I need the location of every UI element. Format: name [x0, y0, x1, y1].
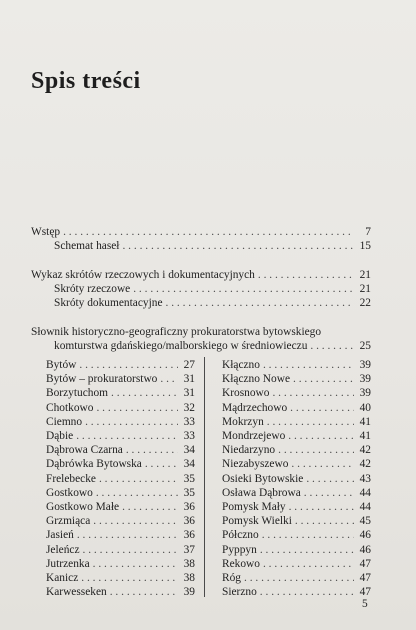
leader-dots: [291, 457, 354, 471]
leader-dots: [263, 557, 354, 571]
leader-dots: [272, 386, 354, 400]
toc-entry-label: Bytów: [46, 359, 77, 371]
toc-index-entry: [46, 514, 195, 528]
toc-entry-page: 36: [183, 515, 195, 528]
toc-entry-page: 40: [359, 401, 371, 414]
toc-index-entry: [222, 528, 371, 542]
toc-index-entry: [222, 457, 371, 471]
leader-dots: [93, 557, 178, 571]
toc-entry-label: Sierzno: [222, 586, 257, 599]
toc-entry-label: Jasień: [46, 529, 74, 542]
toc-entry-label: Kłączno Nowe: [222, 373, 290, 386]
toc-entry-page: 21: [359, 283, 371, 295]
toc-index-entry: [46, 386, 195, 400]
toc-index-entry: [222, 386, 371, 400]
toc-index-entry: [46, 443, 195, 457]
toc-entry-label: Pomysk Mały: [222, 501, 286, 513]
leader-dots: [85, 415, 178, 429]
toc-entry-label: Frelebecke: [46, 472, 96, 485]
toc-entry-page: 41: [359, 430, 371, 442]
toc-entry-page: 39: [183, 586, 195, 599]
toc-index-entry: [222, 500, 371, 514]
toc-index-entry: [46, 358, 195, 372]
leader-dots: [76, 429, 178, 443]
toc-entry-label: Jutrzenka: [46, 557, 90, 570]
toc-entry-page: 35: [183, 472, 195, 485]
toc-entry-page: 21: [359, 269, 371, 281]
toc-entry-label: Ciemno: [46, 415, 83, 428]
toc-index-entry: [222, 557, 371, 571]
toc-entry-label: Kanicz: [46, 572, 79, 584]
toc-entry-page: 15: [359, 240, 371, 252]
toc-entry-page: 39: [359, 387, 371, 400]
toc-entry-page: 47: [359, 572, 371, 584]
toc-entry-page: 47: [359, 557, 371, 570]
toc-index-entry: [222, 571, 371, 585]
toc-entry-label: Mokrzyn: [222, 415, 264, 428]
leader-dots: [304, 486, 354, 500]
leader-dots: [244, 571, 354, 585]
toc-entry-page: 46: [359, 529, 371, 542]
leader-dots: [77, 528, 178, 542]
toc-entry-skroty-dok: [54, 296, 371, 310]
leader-dots: [63, 225, 354, 239]
toc-entry-wstep: [31, 225, 371, 239]
toc-entry-page: 39: [359, 373, 371, 386]
toc-entry-label: komturstwa gdańskiego/malborskiego w średniowieczu: [54, 340, 308, 352]
toc-entry-page: 37: [183, 543, 195, 556]
leader-dots: [166, 296, 354, 310]
toc-entry-page: 39: [359, 359, 371, 371]
toc-entry-page: 42: [359, 458, 371, 471]
toc-entry-page: 35: [183, 486, 195, 499]
column-divider: [204, 357, 205, 597]
leader-dots: [122, 239, 354, 253]
toc-entry-page: 47: [359, 586, 371, 599]
toc-index-entry: [46, 543, 195, 557]
toc-entry-page: 44: [359, 486, 371, 499]
leader-dots: [260, 585, 354, 599]
leader-dots: [289, 500, 354, 514]
leader-dots: [145, 457, 178, 471]
leader-dots: [258, 268, 354, 282]
toc-index-entry: [46, 401, 195, 415]
leader-dots: [99, 472, 178, 486]
toc-entry-skroty-rzeczowe: [54, 282, 371, 296]
leader-dots: [263, 358, 354, 372]
toc-index-entry: [46, 585, 195, 599]
toc-entry-label: Wstęp: [31, 226, 61, 238]
toc-entry-label: Niezabyszewo: [222, 458, 289, 471]
toc-entry-label: Rekowo: [222, 557, 260, 570]
toc-entry-page: 31: [183, 387, 195, 400]
leader-dots: [96, 486, 178, 500]
toc-entry-page: 46: [359, 543, 371, 556]
toc-index-entry: [222, 514, 371, 528]
toc-entry-label: Chotkowo: [46, 401, 94, 414]
leader-dots: [262, 528, 354, 542]
toc-entry-schemat: [54, 239, 371, 253]
toc-entry-label: Dąbie: [46, 430, 74, 442]
toc-entry-label: Półczno: [222, 529, 259, 542]
leader-dots: [111, 386, 178, 400]
toc-entry-label: Borzytuchom: [46, 387, 109, 400]
toc-entry-page: 33: [183, 430, 195, 442]
toc-entry-label: Dąbrówka Bytowska: [46, 458, 142, 471]
toc-entry-page: 36: [183, 529, 195, 542]
toc-entry-label: Osieki Bytowskie: [222, 472, 304, 485]
toc-entry-page: 34: [183, 444, 195, 457]
toc-entry-label: Róg: [222, 572, 241, 584]
leader-dots: [290, 401, 354, 415]
leader-dots: [96, 401, 178, 415]
toc-index-entry: [46, 429, 195, 443]
leader-dots: [306, 472, 354, 486]
toc-entry-label: Niedarzyno: [222, 444, 276, 457]
toc-index-entry: [222, 401, 371, 415]
toc-index-entry: [46, 486, 195, 500]
leader-dots: [260, 543, 354, 557]
leader-dots: [81, 571, 178, 585]
leader-dots: [278, 443, 354, 457]
toc-index-entry: [222, 472, 371, 486]
toc-entry-page: 22: [359, 297, 371, 309]
toc-index-entry: [46, 457, 195, 471]
leader-dots: [267, 415, 354, 429]
toc-entry-page: 36: [183, 501, 195, 513]
toc-entry-page: 25: [359, 340, 371, 352]
toc-entry-page: 43: [359, 472, 371, 485]
leader-dots: [122, 500, 178, 514]
toc-entry-page: 32: [183, 401, 195, 414]
toc-entry-label: Mądrzechowo: [222, 401, 288, 414]
toc-entry-label: Dąbrowa Czarna: [46, 444, 123, 457]
toc-entry-label: Schemat haseł: [54, 240, 120, 252]
leader-dots: [133, 282, 354, 296]
toc-entry-page: 33: [183, 415, 195, 428]
toc-index-entry: [46, 472, 195, 486]
toc-index-entry: [222, 372, 371, 386]
toc-index-entry: [46, 500, 195, 514]
leader-dots: [110, 585, 178, 599]
toc-entry-label: Jeleńcz: [46, 543, 80, 556]
toc-entry-page: 34: [183, 458, 195, 471]
leader-dots: [288, 429, 354, 443]
leader-dots: [295, 514, 354, 528]
leader-dots: [160, 372, 178, 386]
toc-entry-slownik: [54, 339, 371, 353]
leader-dots: [126, 443, 178, 457]
toc-entry-label: Pyppyn: [222, 543, 257, 556]
page-title: Spis treści: [31, 68, 141, 94]
toc-entry-wykaz: [31, 268, 371, 282]
toc-index-entry: [222, 543, 371, 557]
leader-dots: [93, 514, 178, 528]
toc-entry-page: 38: [183, 557, 195, 570]
toc-index-entry: [222, 585, 371, 599]
toc-entry-label: Kłączno: [222, 359, 260, 371]
toc-entry-label: Pomysk Wielki: [222, 515, 292, 528]
toc-index-entry: [46, 571, 195, 585]
toc-entry-page: 45: [359, 515, 371, 528]
toc-entry-label: Krosnowo: [222, 387, 270, 400]
toc-index-entry: [46, 415, 195, 429]
toc-index-entry: [222, 443, 371, 457]
toc-entry-label: Bytów – prokuratorstwo: [46, 373, 158, 386]
leader-dots: [79, 358, 178, 372]
toc-index-entry: [222, 486, 371, 500]
toc-index-entry: [46, 528, 195, 542]
toc-index-entry: [222, 429, 371, 443]
toc-entry-label: Wykaz skrótów rzeczowych i dokumentacyjnych: [31, 269, 255, 281]
toc-entry-label: Skróty rzeczowe: [54, 283, 131, 295]
toc-entry-page: 7: [365, 226, 371, 238]
leader-dots: [83, 543, 178, 557]
toc-entry-page: 42: [359, 444, 371, 457]
toc-index-entry: [222, 415, 371, 429]
toc-index-entry: [222, 358, 371, 372]
toc-entry-slownik-line1: Słownik historyczno-geograficzny prokuratorstwa bytowskiego: [31, 326, 322, 338]
toc-entry-page: 44: [359, 501, 371, 513]
toc-entry-label: Mondrzejewo: [222, 430, 286, 442]
toc-entry-label: Karwesseken: [46, 586, 107, 599]
page-number: 5: [362, 598, 368, 610]
toc-entry-label: Gostkowo: [46, 486, 93, 499]
toc-entry-label: Grzmiąca: [46, 515, 91, 528]
toc-entry-label: Skróty dokumentacyjne: [54, 297, 163, 309]
leader-dots: [293, 372, 354, 386]
toc-entry-label: Gostkowo Małe: [46, 501, 120, 513]
toc-entry-label: Osława Dąbrowa: [222, 486, 301, 499]
leader-dots: [310, 339, 354, 353]
toc-entry-page: 38: [183, 572, 195, 584]
toc-index-entry: [46, 557, 195, 571]
toc-index-entry: [46, 372, 195, 386]
toc-entry-page: 31: [183, 373, 195, 386]
toc-entry-page: 41: [359, 415, 371, 428]
toc-entry-page: 27: [183, 359, 195, 371]
